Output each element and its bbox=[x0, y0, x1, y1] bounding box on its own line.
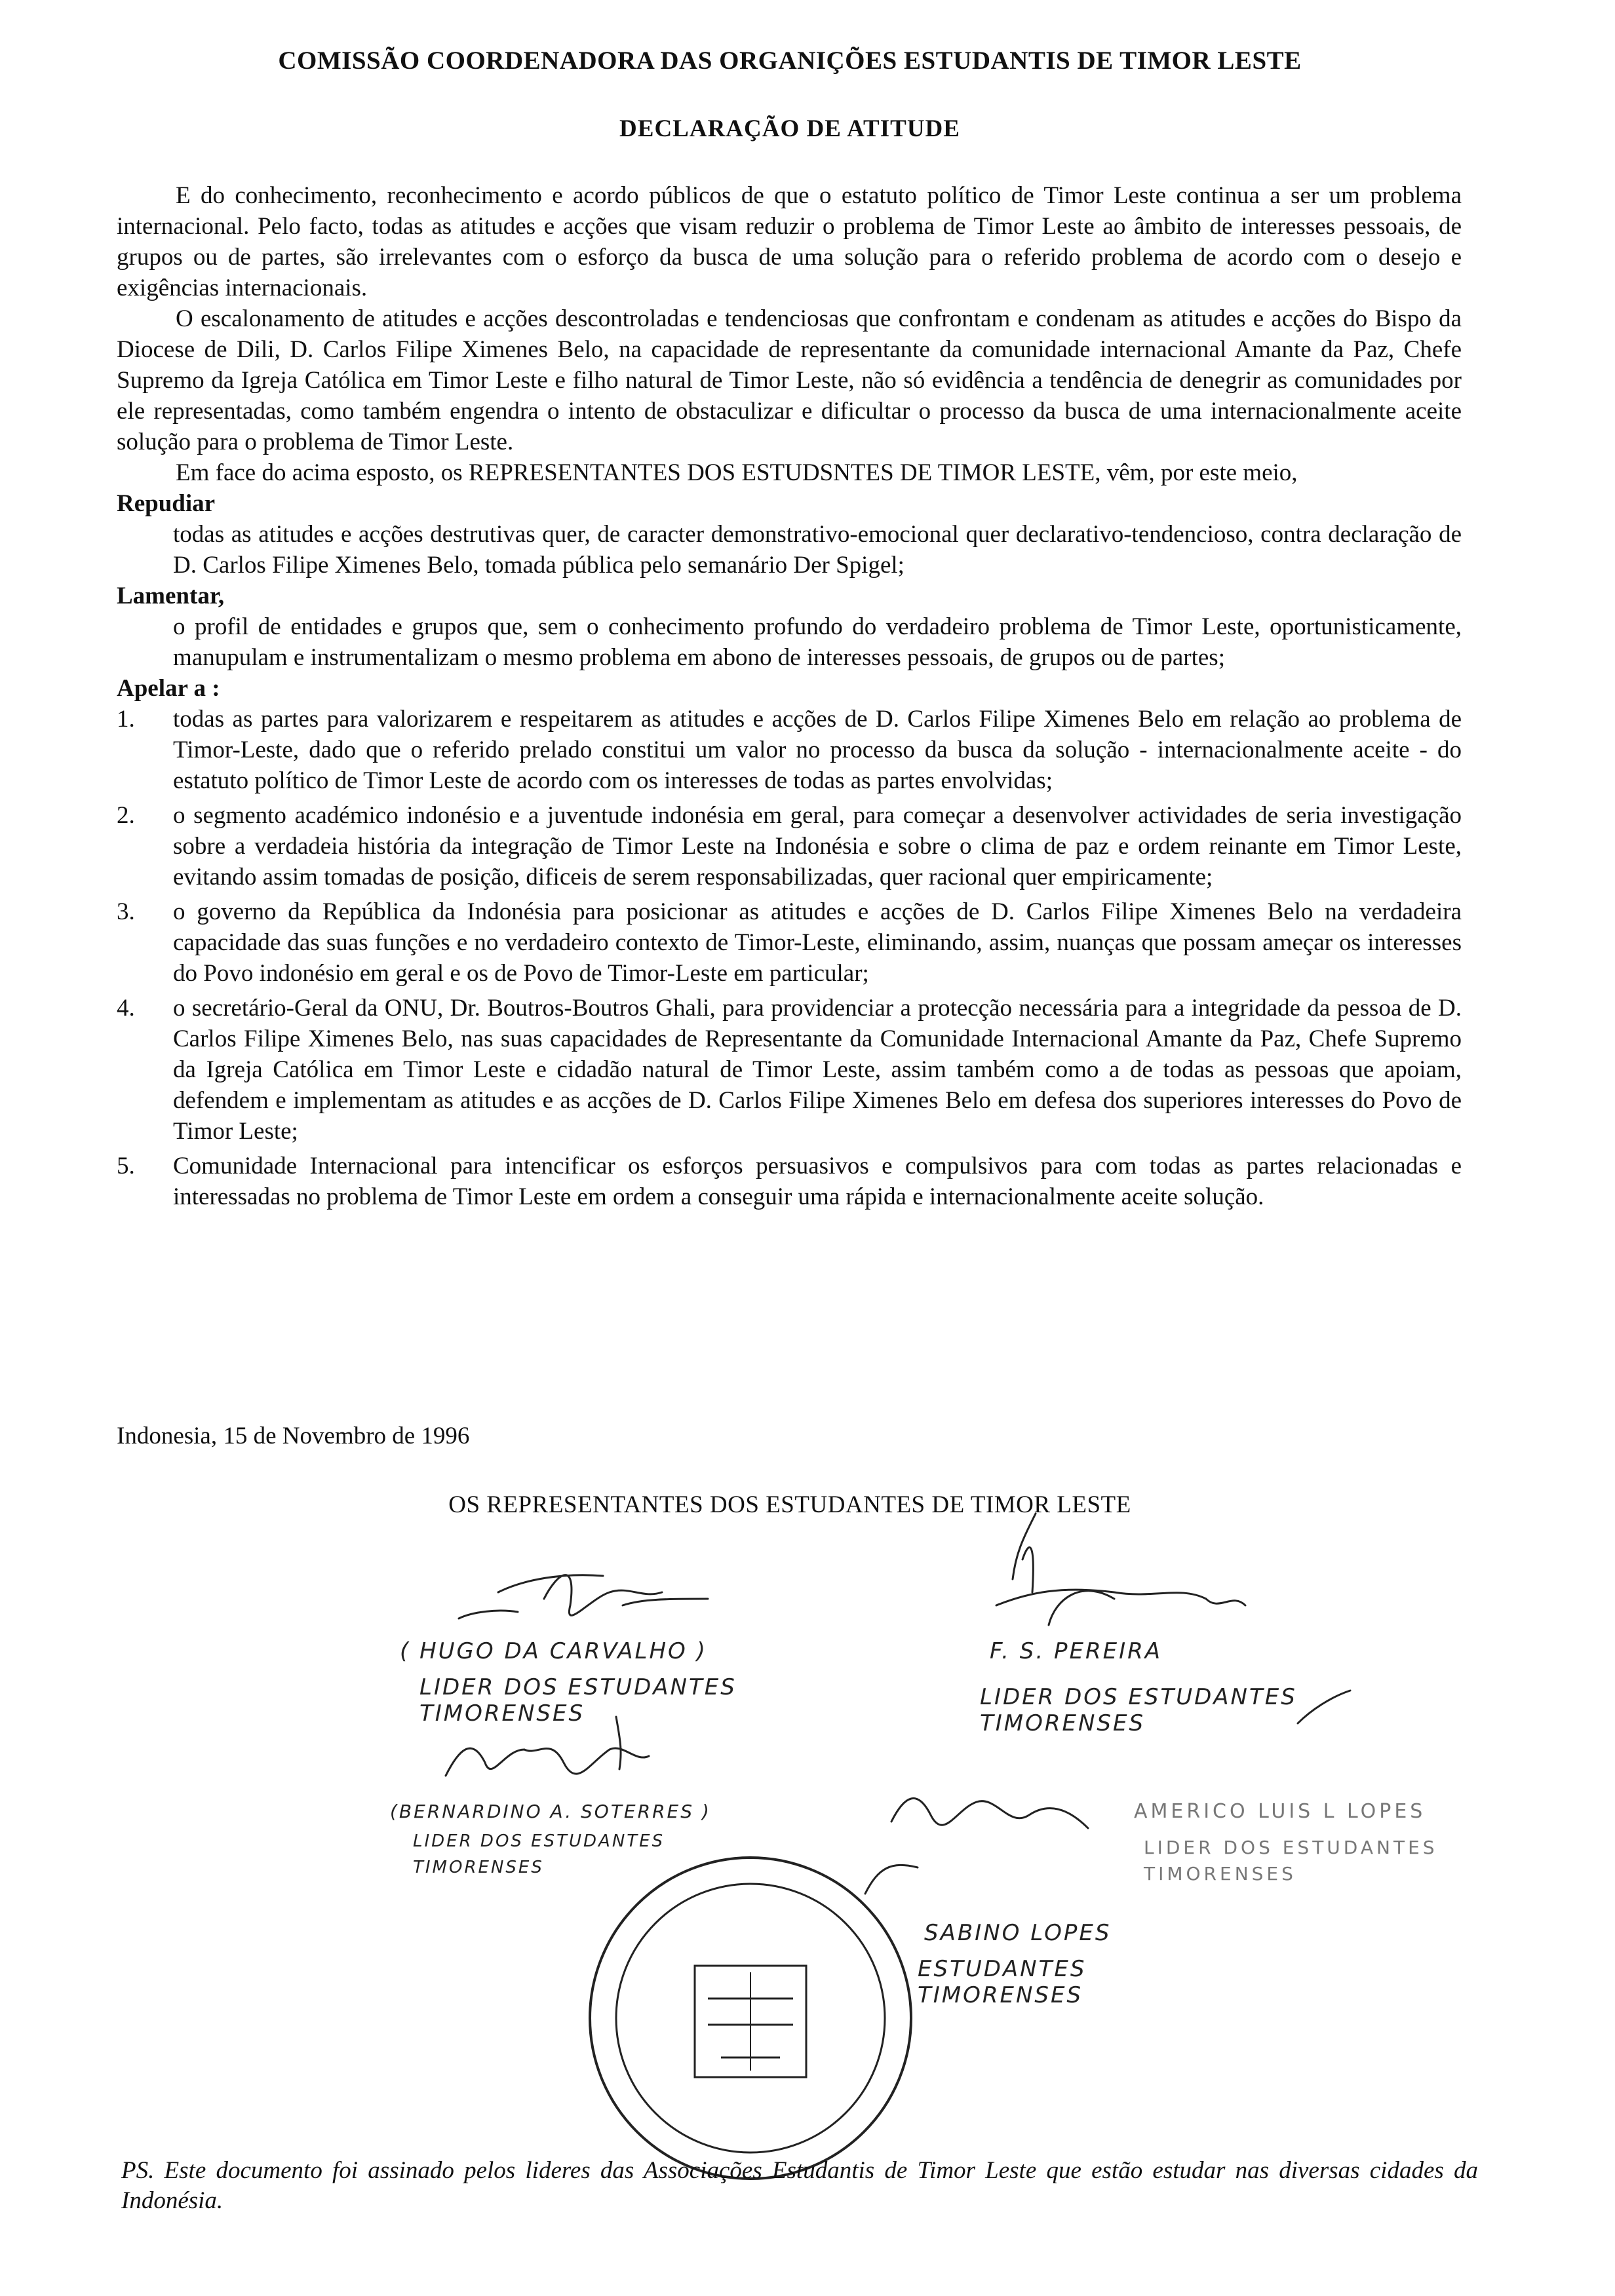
heading-repudiar: Repudiar bbox=[117, 490, 216, 517]
signer-4-name: AMERICO LUIS L LOPES bbox=[1134, 1800, 1426, 1823]
signer-2-role: LIDER DOS ESTUDANTES TIMORENSES bbox=[980, 1684, 1297, 1736]
list-text: o segmento académico indonésio e a juventude indonésia em geral, para começar a desenvolver actividades de seria investigação sobre a verdadeia história da integração de Timor Leste na Indonésia e sobre o clima de paz e ordem reinante em Timor Leste, evitando assim tomadas de posição, dificeis de serem responsabilizadas, quer racional quer empiricamente; bbox=[173, 802, 1462, 890]
list-text: o governo da República da Indonésia para posicionar as atitudes e acções de D. Carlos Filipe Ximenes Belo na verdadeira capacidade das suas funções e no verdadeiro contexto de Timor-Leste, eliminando, assim, nuanças que possam ameçar os interesses do Povo indonésio em geral e os de Povo de Timor-Leste em particular; bbox=[173, 898, 1462, 987]
list-item bbox=[117, 896, 1462, 989]
list-number: 3. bbox=[117, 898, 135, 925]
list-number: 2. bbox=[117, 802, 135, 829]
signer-5-role: ESTUDANTES TIMORENSES bbox=[918, 1956, 1087, 2008]
list-number: 1. bbox=[117, 706, 135, 733]
list-item bbox=[117, 1151, 1462, 1212]
list-text: o secretário-Geral da ONU, Dr. Boutros-Boutros Ghali, para providenciar a protecção necessária para a integridade da pessoa de D. Carlos Filipe Ximenes Belo, nas suas capacidades de Representante da Comunidade Internacional Amante da Paz, Chefe Supremo da Igreja Católica em Timor Leste e cidadão natural de Timor Leste, assim também como a de todas as pessoas que apoiam, defendem e implementam as atitudes e as acções de D. Carlos Filipe Ximenes Belo em defesa dos superiores interesses do Povo de Timor Leste; bbox=[173, 995, 1462, 1145]
paragraph-preamble: Em face do acima esposto, os REPRESENTANTES DOS ESTUDSNTES DE TIMOR LESTE, vêm, por este meio, bbox=[176, 459, 1298, 486]
list-item bbox=[117, 993, 1462, 1147]
appeal-list bbox=[117, 704, 1462, 1212]
signer-3-role: LIDER DOS ESTUDANTES TIMORENSES bbox=[413, 1831, 665, 1877]
document-title: COMISSÃO COORDENADORA DAS ORGANIÇÕES ESTUDANTIS DE TIMOR LESTE bbox=[278, 47, 1302, 75]
document-body bbox=[117, 180, 1462, 1216]
text-lamentar: o profil de entidades e grupos que, sem o conhecimento profundo do verdadeiro problema de Timor Leste, oportunisticamente, manupulam e instrumentalizam o mesmo problema em abono de interesses pessoais, de grupos ou de partes; bbox=[173, 613, 1462, 671]
list-text: Comunidade Internacional para intencificar os esforços persuasivos e compulsivos para com todas as partes relacionadas e interessadas no problema de Timor Leste em ordem a conseguir uma rápida e internacionalmente aceite solução. bbox=[173, 1153, 1462, 1210]
text-repudiar: todas as atitudes e acções destrutivas quer, de caracter demonstrativo-emocional quer declarativo-tendencioso, contra declaração de D. Carlos Filipe Ximenes Belo, tomada pública pelo semanário Der Spigel; bbox=[173, 521, 1462, 579]
list-text: todas as partes para valorizarem e respeitarem as atitudes e acções de D. Carlos Filipe Ximenes Belo em relação ao problema de Timor-Leste, dado que o referido prelado constitui um valor no processo da busca da solução - internacionalmente aceite - do estatuto político de Timor Leste de acordo com os interesses de todas as partes envolvidas; bbox=[173, 706, 1462, 794]
paragraph-intro: E do conhecimento, reconhecimento e acordo públicos de que o estatuto político de Timor Leste continua a ser um problema internacional. Pelo facto, todas as atitudes e acções que visam reduzir o problema de Timor Leste ao âmbito de interesses pessoais, de grupos ou de partes, são irrelevantes com o esforço da busca de uma solução para o referido problema de acordo com o desejo e exigências internacionais. bbox=[117, 182, 1462, 301]
signer-3-name: (BERNARDINO A. SOTERRES ) bbox=[390, 1801, 711, 1822]
date-line: Indonesia, 15 de Novembro de 1996 bbox=[117, 1423, 470, 1449]
heading-apelar: Apelar a : bbox=[117, 675, 220, 702]
signer-4-role: LIDER DOS ESTUDANTES TIMORENSES bbox=[1144, 1837, 1438, 1885]
signer-5-name: SABINO LOPES bbox=[924, 1920, 1112, 1946]
signer-2-name: F. S. PEREIRA bbox=[990, 1638, 1162, 1664]
paragraph-escalation: O escalonamento de atitudes e acções descontroladas e tendenciosas que confrontam e condenam as atitudes e acções do Bispo da Diocese de Dili, D. Carlos Filipe Ximenes Belo, na capacidade de representante da comunidade internacional Amante da Paz, Chefe Supremo da Igreja Católica em Timor Leste e filho natural de Timor Leste, não só evidência a tendência de denegrir as comunidades por ele representadas, como também engendra o intento de obstaculizar e dificultar o processo da busca de uma internacionalmente aceite solução para o problema de Timor Leste. bbox=[117, 305, 1462, 455]
list-number: 5. bbox=[117, 1153, 135, 1179]
signer-1-role: LIDER DOS ESTUDANTES TIMORENSES bbox=[419, 1674, 737, 1727]
signer-1-name: ( HUGO DA CARVALHO ) bbox=[400, 1638, 707, 1664]
document-subtitle: DECLARAÇÃO DE ATITUDE bbox=[619, 115, 960, 142]
signatures-title: OS REPRESENTANTES DOS ESTUDANTES DE TIMOR LESTE bbox=[448, 1491, 1131, 1518]
list-number: 4. bbox=[117, 995, 135, 1022]
heading-lamentar: Lamentar, bbox=[117, 583, 225, 609]
postscript: PS. Este documento foi assinado pelos lideres das Associações Estudantis de Timor Leste que estão estudar nas diversas cidades da Indonésia. bbox=[121, 2157, 1478, 2214]
list-item bbox=[117, 704, 1462, 796]
list-item bbox=[117, 800, 1462, 892]
stamp-seal bbox=[590, 1858, 911, 2179]
